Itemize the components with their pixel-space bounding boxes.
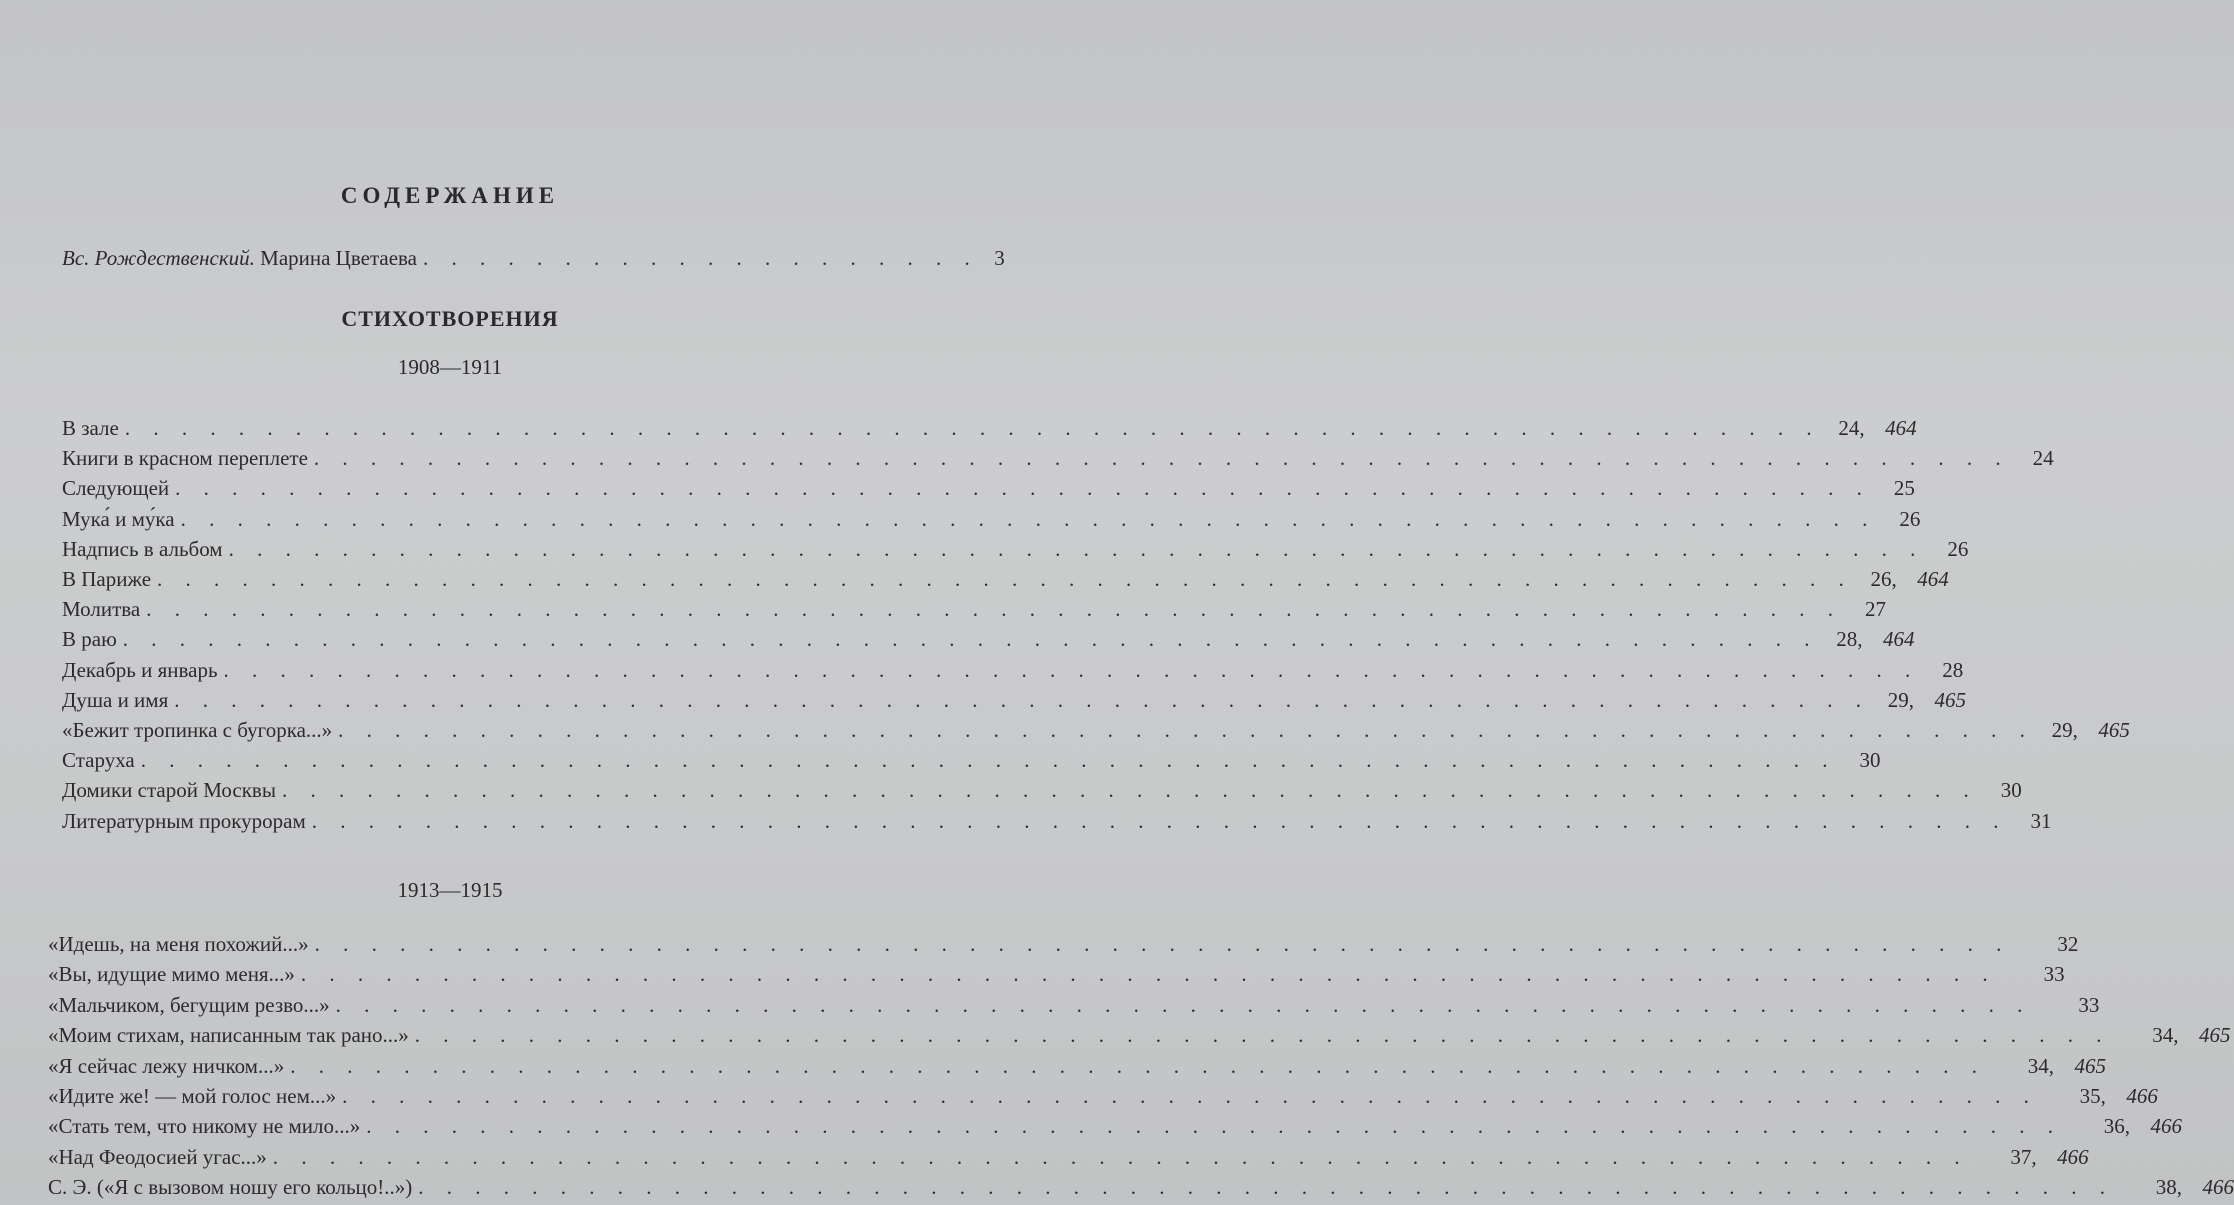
entry-note-page: 464 — [1917, 567, 1949, 591]
dot-leader: . . . . . . . . . . . . . . . . . . . . . . . . . . . . . . . . . . . . . . . . . . . . . . . . . . . . . . . . . . . . — [175, 476, 1871, 501]
entry-title: Книги в красном переплете — [62, 446, 308, 471]
entry-title: Молитва — [62, 597, 141, 622]
entry-title: Старуха — [62, 748, 135, 773]
intro-author: Вс. Рождественский. — [62, 246, 255, 270]
toc-entry — [62, 567, 1949, 597]
intro-page: 3 — [994, 246, 1005, 270]
dot-leader: . . . . . . . . . . . . . . . . . . . . . . . . . . . . . . . . . . . . . . . . . . . . . . . . . . . . . . . . . . . . — [313, 446, 2010, 471]
entry-title: «Бежит тропинка с бугорка...» — [62, 718, 333, 742]
dot-leader: . . . . . . . . . . . . . . . . . . . . . . . . . . . . . . . . . . . . . . . . . . . . . . . . . . . . . . . . . . . . — [223, 657, 1920, 682]
entry-page: 35, — [2079, 1084, 2106, 1108]
entry-page: 36, — [2103, 1114, 2131, 1139]
entry-note-page: 464 — [1883, 627, 1915, 652]
dot-leader: . . . . . . . . . . . . . . . . . . . . . . . . . . . . . . . . . . . . . . . . . . . . . . . . . . . . . . . . . . . . — [335, 992, 2032, 1017]
toc-entry — [62, 718, 2130, 748]
dot-leader: . . . . . . . . . . . . . . . . . . . . . . . . . . . . . . . . . . . . . . . . . . . . . . . . . . . . . . . . . . . . — [311, 808, 2008, 833]
dot-leader: . . . . . . . . . . . . . . . . . . . . . . . . . . . . . . . . . . . . . . . . . . . . . . . . . . . . . . . . . . . . — [272, 1144, 1969, 1169]
dot-leader: . . . . . . . . . . . . . . . . . . . . — [423, 246, 979, 270]
dot-leader: . . . . . . . . . . . . . . . . . . . . . . . . . . . . . . . . . . . . . . . . . . . . . . . . . . . . . . . . . . . . — [180, 506, 1877, 531]
entry-note-page: 466 — [2126, 1084, 2158, 1108]
entry-title: «Мальчиком, бегущим резво...» — [48, 992, 330, 1017]
toc-entry — [48, 962, 2065, 992]
entry-page: 26 — [1947, 536, 1969, 561]
entry-page: 31 — [2030, 808, 2052, 833]
entry-note-page: 466 — [2150, 1114, 2183, 1139]
entry-title: Душа и имя — [62, 687, 169, 712]
entry-title: С. Э. («Я с вызовом ношу его кольцо!..») — [48, 1175, 413, 1200]
toc-entry — [62, 506, 1921, 537]
entry-page: 34, — [2152, 1023, 2179, 1048]
dot-leader: . . . . . . . . . . . . . . . . . . . . . . . . . . . . . . . . . . . . . . . . . . . . . . . . . . . . . . . . . . . . — [290, 1053, 1986, 1078]
entry-page: 24, — [1838, 416, 1865, 440]
entry-title: Декабрь и январь — [62, 657, 218, 682]
intro-title-wrap — [62, 246, 417, 271]
dot-leader: . . . . . . . . . . . . . . . . . . . . . . . . . . . . . . . . . . . . . . . . . . . . . . . . . . . . . . . . . . . . — [122, 627, 1819, 652]
toc-entry — [62, 476, 1915, 506]
dot-leader: . . . . . . . . . . . . . . . . . . . . . . . . . . . . . . . . . . . . . . . . . . . . . . . . . . . . . . . . . . . . — [342, 1084, 2038, 1108]
toc-entry — [62, 597, 1886, 627]
toc-entry — [62, 687, 1966, 718]
entry-title: «Идите же! — мой голос нем...» — [48, 1084, 337, 1108]
entry-page: 37, — [2010, 1144, 2037, 1169]
dot-leader: . . . . . . . . . . . . . . . . . . . . . . . . . . . . . . . . . . . . . . . . . . . . . . . . . . . . . . . . . . . . — [300, 962, 1997, 987]
toc-entry — [62, 657, 1964, 688]
intro-title: Марина Цветаева — [260, 246, 417, 270]
dot-leader: . . . . . . . . . . . . . . . . . . . . . . . . . . . . . . . . . . . . . . . . . . . . . . . . . . . . . . . . . . . . — [140, 748, 1837, 773]
toc-entry — [62, 808, 2052, 839]
toc-entry — [48, 932, 2079, 962]
intro-entry — [62, 246, 1005, 276]
entry-page: 38, — [2155, 1175, 2183, 1200]
toc-entry — [48, 1023, 2231, 1053]
toc-entry — [48, 1175, 2234, 1205]
section-title: СТИХОТВОРЕНИЯ — [341, 306, 559, 331]
entry-page: 27 — [1864, 597, 1886, 622]
toc-entry — [48, 1053, 2106, 1084]
dot-leader: . . . . . . . . . . . . . . . . . . . . . . . . . . . . . . . . . . . . . . . . . . . . . . . . . . . . . . . . . . . . — [228, 536, 1925, 561]
entry-page: 26 — [1899, 506, 1921, 531]
toc-entry — [62, 416, 1917, 446]
entry-title: «Идешь, на меня похожий...» — [48, 932, 309, 956]
entry-title: В зале — [62, 416, 119, 440]
toc-entry — [48, 1144, 2089, 1175]
entry-note-page: 465 — [1934, 687, 1966, 712]
entry-title: Надпись в альбом — [62, 536, 223, 561]
dot-leader: . . . . . . . . . . . . . . . . . . . . . . . . . . . . . . . . . . . . . . . . . . . . . . . . . . . . . . . . . . . . — [124, 416, 1821, 440]
period-1913-1915-heading: 1913—1915 — [397, 878, 503, 902]
entry-title: «Стать тем, что никому не мило...» — [48, 1114, 361, 1139]
toc-entry — [62, 627, 1915, 657]
toc-entry — [48, 1084, 2158, 1114]
toc-entry — [62, 536, 1969, 567]
entry-page: 32 — [2057, 932, 2079, 956]
entry-note-page: 464 — [1885, 416, 1917, 440]
toc-entry — [62, 778, 2022, 808]
entry-note-page: 465 — [2098, 718, 2130, 742]
entry-title: Литературным прокурорам — [62, 808, 306, 833]
entry-title: Мука́ и му́ка — [62, 506, 175, 531]
dot-leader: . . . . . . . . . . . . . . . . . . . . . . . . . . . . . . . . . . . . . . . . . . . . . . . . . . . . . . . . . . . . — [281, 778, 1978, 803]
toc-entry — [48, 1114, 2183, 1144]
entry-page: 29, — [2051, 718, 2078, 742]
entry-note-page: 465 — [2074, 1053, 2106, 1078]
period-1908-1911-heading: 1908—1911 — [397, 355, 503, 379]
entry-page: 30 — [2000, 778, 2022, 803]
entry-title: «Вы, идущие мимо меня...» — [48, 962, 295, 987]
entry-note-page: 466 — [2057, 1144, 2089, 1169]
entry-page: 30 — [1859, 748, 1881, 773]
toc-entry — [48, 992, 2100, 1023]
entry-title: Домики старой Москвы — [62, 778, 276, 803]
entry-page: 25 — [1893, 476, 1915, 501]
toc-entry — [62, 446, 2054, 476]
dot-leader: . . . . . . . . . . . . . . . . . . . . . . . . . . . . . . . . . . . . . . . . . . . . . . . . . . . . . . . . . . . . — [418, 1175, 2115, 1200]
entry-page: 28, — [1836, 627, 1863, 652]
dot-leader: . . . . . . . . . . . . . . . . . . . . . . . . . . . . . . . . . . . . . . . . . . . . . . . . . . . . . . . . . . . . — [414, 1023, 2111, 1048]
entry-title: Следующей — [62, 476, 170, 501]
dot-leader: . . . . . . . . . . . . . . . . . . . . . . . . . . . . . . . . . . . . . . . . . . . . . . . . . . . . . . . . . . . . — [174, 687, 1870, 712]
entry-title: «Я сейчас лежу ничком...» — [48, 1053, 285, 1078]
entry-title: «Над Феодосией угас...» — [48, 1144, 267, 1169]
entry-page: 33 — [2078, 992, 2100, 1017]
entry-note-page: 466 — [2202, 1175, 2234, 1200]
entry-page: 26, — [1870, 567, 1897, 591]
entry-page: 29, — [1887, 687, 1914, 712]
dot-leader: . . . . . . . . . . . . . . . . . . . . . . . . . . . . . . . . . . . . . . . . . . . . . . . . . . . . . . . . . . . . — [146, 597, 1842, 622]
dot-leader: . . . . . . . . . . . . . . . . . . . . . . . . . . . . . . . . . . . . . . . . . . . . . . . . . . . . . . . . . . . . — [338, 718, 2034, 742]
entry-title: «Моим стихам, написанным так рано...» — [48, 1023, 409, 1048]
dot-leader: . . . . . . . . . . . . . . . . . . . . . . . . . . . . . . . . . . . . . . . . . . . . . . . . . . . . . . . . . . . . — [314, 932, 2011, 956]
contents-title: СОДЕРЖАНИЕ — [340, 183, 560, 208]
dot-leader: . . . . . . . . . . . . . . . . . . . . . . . . . . . . . . . . . . . . . . . . . . . . . . . . . . . . . . . . . . . . — [366, 1114, 2063, 1139]
toc-entry — [62, 748, 1881, 778]
entry-title: В Париже — [62, 567, 152, 591]
entry-title: В раю — [62, 627, 117, 652]
entry-note-page: 465 — [2199, 1023, 2231, 1048]
entry-page: 28 — [1942, 657, 1964, 682]
entry-page: 33 — [2043, 962, 2065, 987]
entry-page: 24 — [2032, 446, 2054, 471]
entry-page: 34, — [2027, 1053, 2054, 1078]
dot-leader: . . . . . . . . . . . . . . . . . . . . . . . . . . . . . . . . . . . . . . . . . . . . . . . . . . . . . . . . . . . . — [157, 567, 1853, 591]
